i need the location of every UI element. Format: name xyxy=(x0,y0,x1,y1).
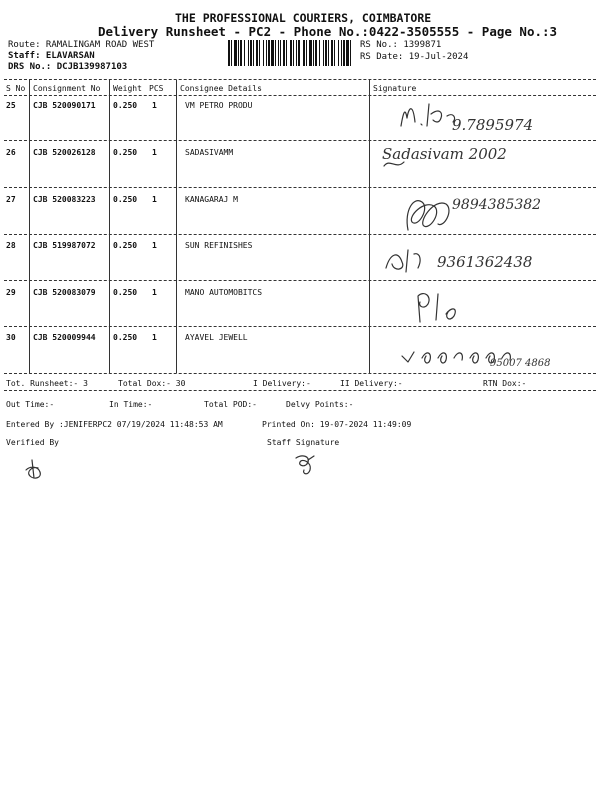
delvy-points: Delvy Points:- xyxy=(286,400,354,409)
row-sno: 28 xyxy=(6,241,16,250)
row-consignment: CJB 520090171 xyxy=(33,101,96,110)
total-pod: Total POD:- xyxy=(204,400,257,409)
row-consignment: CJB 520083079 xyxy=(33,288,96,297)
row-consignee: SUN REFINISHES xyxy=(185,241,253,250)
verified-by-label: Verified By xyxy=(6,438,59,447)
col-header-consignment: Consignment No xyxy=(33,84,101,93)
row-pcs: 1 xyxy=(152,195,157,204)
row-consignment: CJB 519987072 xyxy=(33,241,96,250)
row-sno: 26 xyxy=(6,148,16,157)
row-weight: 0.250 xyxy=(113,333,138,342)
staff-signature-label: Staff Signature xyxy=(267,438,340,447)
row-consignment: CJB 520009944 xyxy=(33,333,96,342)
out-time: Out Time:- xyxy=(6,400,55,409)
row-sno: 29 xyxy=(6,288,16,297)
total-dox: Total Dox:- 30 xyxy=(118,379,186,388)
col-header-signature: Signature xyxy=(373,84,417,93)
bottom-rule xyxy=(4,373,596,374)
divider xyxy=(369,80,370,373)
divider xyxy=(29,80,30,373)
signature-phone: 95007 4868 xyxy=(490,358,551,369)
ii-delivery: II Delivery:- xyxy=(340,379,403,388)
row-weight: 0.250 xyxy=(113,195,138,204)
col-header-pcs: PCS xyxy=(149,84,164,93)
rtn-dox: RTN Dox:- xyxy=(483,379,527,388)
barcode-image xyxy=(228,40,353,66)
row-consignee: KANAGARAJ M xyxy=(185,195,238,204)
row-consignment: CJB 520026128 xyxy=(33,148,96,157)
i-delivery: I Delivery:- xyxy=(253,379,311,388)
row-sno: 30 xyxy=(6,333,16,342)
row-weight: 0.250 xyxy=(113,288,138,297)
row-weight: 0.250 xyxy=(113,241,138,250)
entered-by: Entered By :JENIFERPC2 07/19/2024 11:48:53 AM xyxy=(6,420,223,429)
tot-runsheet: Tot. Runsheet:- 3 xyxy=(6,379,88,388)
row-weight: 0.250 xyxy=(113,148,138,157)
row-pcs: 1 xyxy=(152,241,157,250)
route-label: Route: RAMALINGAM ROAD WEST xyxy=(8,40,155,50)
row-pcs: 1 xyxy=(152,101,157,110)
row-rule xyxy=(4,187,596,188)
summary-rule xyxy=(4,390,596,391)
row-consignee: VM PETRO PRODU xyxy=(185,101,253,110)
signature-name: Sadasivam 2002 xyxy=(382,145,507,163)
signature-phone: 9.7895974 xyxy=(452,116,534,134)
row-pcs: 1 xyxy=(152,288,157,297)
row-pcs: 1 xyxy=(152,148,157,157)
signature-phone: 9361362438 xyxy=(437,253,533,271)
top-rule xyxy=(4,79,596,80)
divider xyxy=(176,80,177,373)
row-sno: 25 xyxy=(6,101,16,110)
row-sno: 27 xyxy=(6,195,16,204)
in-time: In Time:- xyxy=(109,400,153,409)
row-pcs: 1 xyxy=(152,333,157,342)
rs-date: RS Date: 19-Jul-2024 xyxy=(360,52,469,62)
divider xyxy=(109,80,110,373)
row-rule xyxy=(4,234,596,235)
row-rule xyxy=(4,140,596,141)
col-header-consignee: Consignee Details xyxy=(180,84,262,93)
signature-scribble xyxy=(380,240,440,276)
printed-on: Printed On: 19-07-2024 11:49:09 xyxy=(262,420,412,429)
signature-scribble xyxy=(410,286,470,326)
row-consignment: CJB 520083223 xyxy=(33,195,96,204)
col-header-weight: Weight xyxy=(113,84,142,93)
drs-number: DRS No.: DCJB139987103 xyxy=(8,62,128,72)
verifier-signature xyxy=(22,456,44,482)
staff-label: Staff: ELAVARSAN xyxy=(8,51,95,61)
rs-number: RS No.: 1399871 xyxy=(360,40,442,50)
col-header-sno: S No xyxy=(6,84,26,93)
row-consignee: AYAVEL JEWELL xyxy=(185,333,248,342)
signature-scribble xyxy=(400,190,460,235)
staff-signature-mark xyxy=(290,450,320,478)
row-consignee: MANO AUTOMOBITCS xyxy=(185,288,263,297)
company-name: THE PROFESSIONAL COURIERS, COIMBATORE xyxy=(175,11,432,25)
runsheet-title: Delivery Runsheet - PC2 - Phone No.:0422-3505555 - Page No.:3 xyxy=(98,24,558,39)
signature-phone: 9894385382 xyxy=(452,197,542,213)
row-consignee: SADASIVAMM xyxy=(185,148,234,157)
row-rule xyxy=(4,280,596,281)
row-weight: 0.250 xyxy=(113,101,138,110)
row-rule xyxy=(4,326,596,327)
